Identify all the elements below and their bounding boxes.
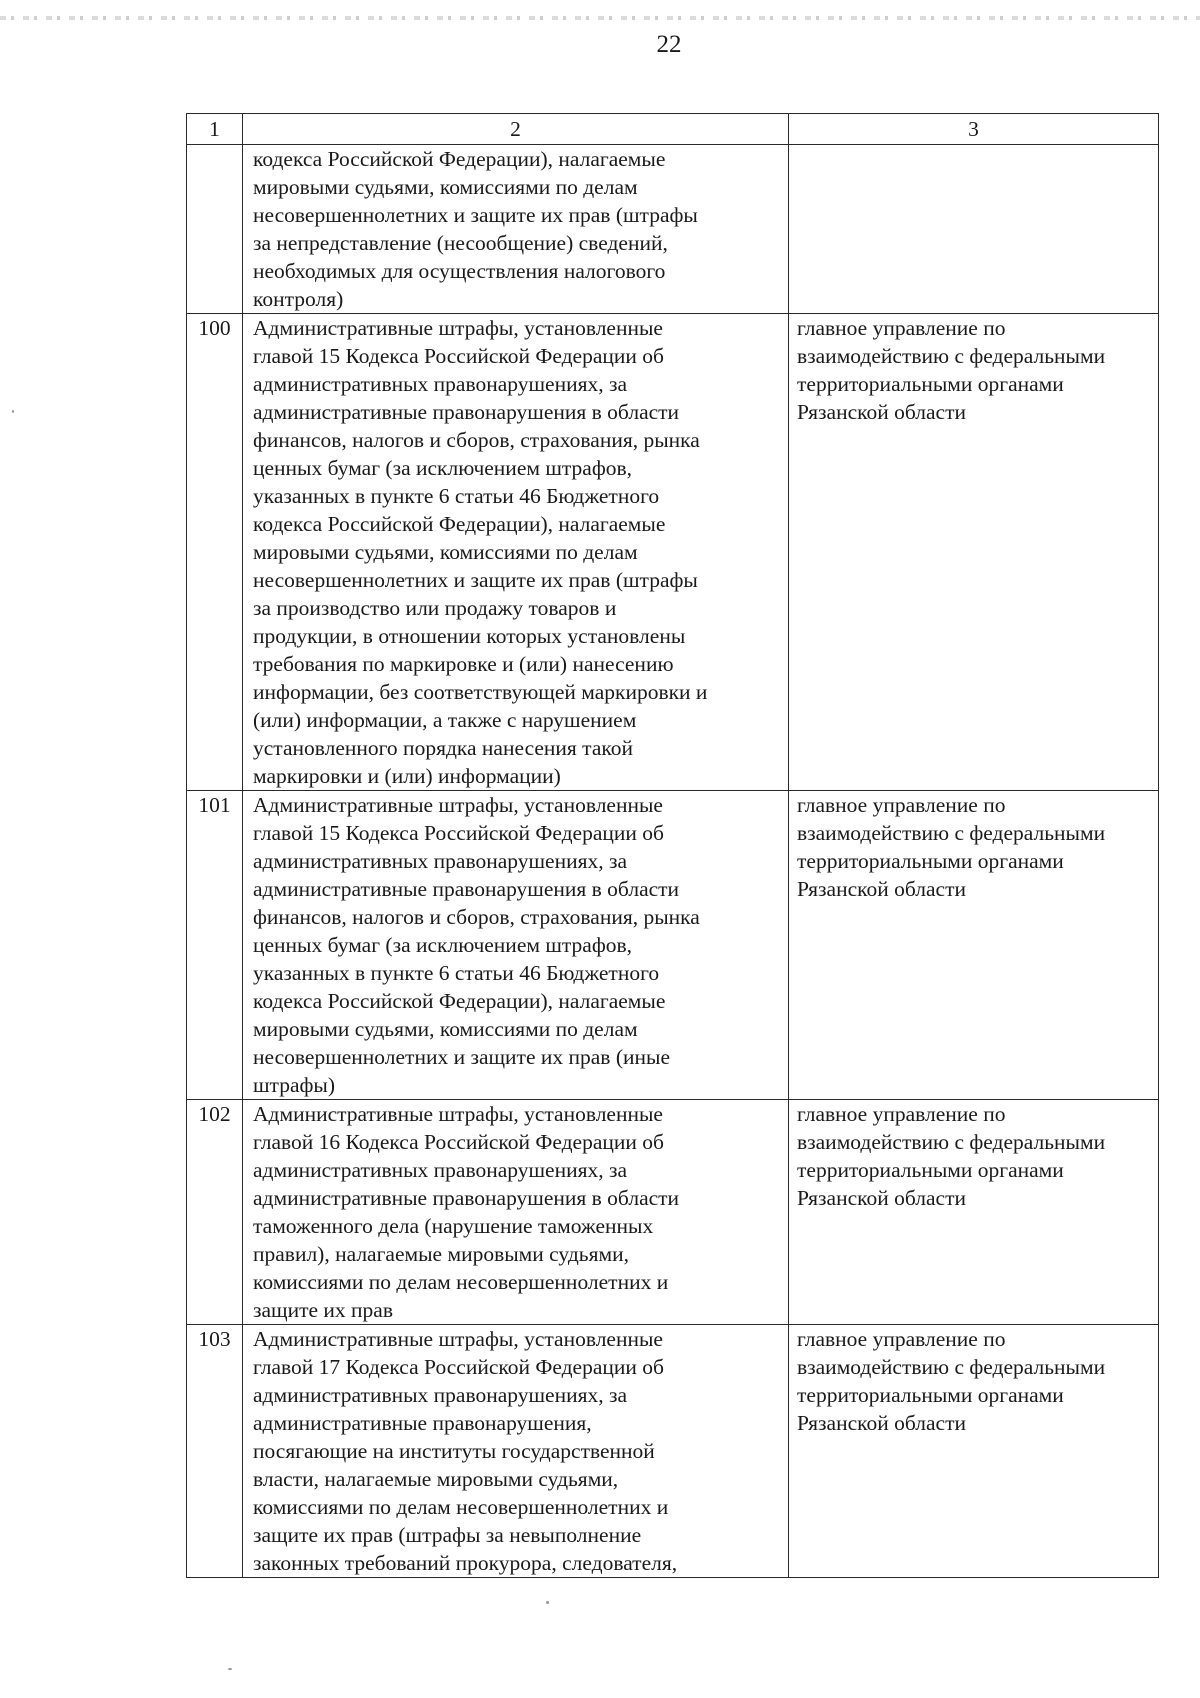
authority-line: Рязанской области (797, 1186, 966, 1210)
fine-description (243, 314, 789, 791)
fines-table (186, 113, 1159, 1578)
fine-description (243, 791, 789, 1100)
description-line: несовершеннолетних и защите их прав (иные (253, 1045, 670, 1069)
description-line: главой 15 Кодекса Российской Федерации об (253, 821, 664, 845)
authority-line: главное управление по (797, 316, 1006, 340)
authority-line: взаимодействию с федеральными (797, 821, 1106, 845)
table-row (187, 791, 1159, 1100)
fine-description (243, 1325, 789, 1578)
authority-line: Рязанской области (797, 400, 966, 424)
header-col-1: 1 (187, 114, 243, 145)
description-line: указанных в пункте 6 статьи 46 Бюджетного (253, 484, 660, 508)
row-number: 100 (187, 314, 243, 791)
authority-line: Рязанской области (797, 877, 966, 901)
description-line: правил), налагаемые мировыми судьями, (253, 1242, 629, 1266)
table-header-row (187, 114, 1159, 145)
description-line: главой 16 Кодекса Российской Федерации об (253, 1130, 664, 1154)
description-line: Административные штрафы, установленные (253, 1102, 663, 1126)
administrator-authority (789, 314, 1159, 791)
description-line: мировыми судьями, комиссиями по делам (253, 175, 638, 199)
description-line: установленного порядка нанесения такой (253, 736, 633, 760)
description-line: контроля) (253, 287, 344, 311)
description-line: главой 15 Кодекса Российской Федерации об (253, 344, 664, 368)
description-line: административных правонарушениях, за (253, 1383, 628, 1407)
description-line: административные правонарушения в области (253, 400, 680, 424)
description-line: административных правонарушениях, за (253, 1158, 628, 1182)
description-line: комиссиями по делам несовершеннолетних и (253, 1270, 669, 1294)
description-line: мировыми судьями, комиссиями по делам (253, 1017, 638, 1041)
administrator-authority (789, 1325, 1159, 1578)
description-line: Административные штрафы, установленные (253, 793, 663, 817)
description-line: финансов, налогов и сборов, страхования, рынка (253, 905, 700, 929)
scan-top-edge (0, 16, 1200, 20)
authority-line: главное управление по (797, 1327, 1006, 1351)
authority-line: территориальными органами (797, 372, 1064, 396)
description-line: за производство или продажу товаров и (253, 596, 617, 620)
administrator-authority (789, 791, 1159, 1100)
description-line: ценных бумаг (за исключением штрафов, (253, 456, 633, 480)
authority-line: взаимодействию с федеральными (797, 344, 1106, 368)
header-col-3: 3 (789, 114, 1159, 145)
description-line: кодекса Российской Федерации), налагаемые (253, 512, 666, 536)
authority-line: главное управление по (797, 793, 1006, 817)
description-line: продукции, в отношении которых установлены (253, 624, 686, 648)
description-line: защите их прав (штрафы за невыполнение (253, 1523, 642, 1547)
authority-line: территориальными органами (797, 1383, 1064, 1407)
page-number: 22 (656, 31, 682, 58)
authority-line: территориальными органами (797, 1158, 1064, 1182)
description-line: посягающие на институты государственной (253, 1439, 655, 1463)
description-line: административные правонарушения в области (253, 1186, 680, 1210)
row-number: 101 (187, 791, 243, 1100)
description-line: (или) информации, а также с нарушением (253, 708, 637, 732)
row-number: 103 (187, 1325, 243, 1578)
description-line: Административные штрафы, установленные (253, 1327, 663, 1351)
description-line: мировыми судьями, комиссиями по делам (253, 540, 638, 564)
authority-line: Рязанской области (797, 1411, 966, 1435)
table-row (187, 1325, 1159, 1578)
fine-description (243, 1100, 789, 1325)
description-line: необходимых для осуществления налогового (253, 259, 666, 283)
description-line: ценных бумаг (за исключением штрафов, (253, 933, 633, 957)
scan-speck (228, 1668, 232, 1670)
scan-speck (546, 1601, 549, 1604)
description-line: Административные штрафы, установленные (253, 316, 663, 340)
authority-line: взаимодействию с федеральными (797, 1355, 1106, 1379)
description-line: защите их прав (253, 1298, 393, 1322)
description-line: главой 17 Кодекса Российской Федерации об (253, 1355, 664, 1379)
table-row (187, 145, 1159, 314)
authority-line: территориальными органами (797, 849, 1064, 873)
description-line: несовершеннолетних и защите их прав (штрафы (253, 568, 698, 592)
table-row (187, 314, 1159, 791)
table-row (187, 1100, 1159, 1325)
description-line: указанных в пункте 6 статьи 46 Бюджетного (253, 961, 660, 985)
description-line: за непредставление (несообщение) сведений, (253, 231, 668, 255)
description-line: административные правонарушения в области (253, 877, 680, 901)
description-line: законных требований прокурора, следователя, (253, 1551, 678, 1575)
row-number: 102 (187, 1100, 243, 1325)
description-line: таможенного дела (нарушение таможенных (253, 1214, 654, 1238)
administrator-authority (789, 145, 1159, 314)
description-line: финансов, налогов и сборов, страхования, рынка (253, 428, 700, 452)
description-line: информации, без соответствующей маркировки и (253, 680, 708, 704)
row-number (187, 145, 243, 314)
description-line: кодекса Российской Федерации), налагаемые (253, 147, 666, 171)
description-line: власти, налагаемые мировыми судьями, (253, 1467, 619, 1491)
authority-line: главное управление по (797, 1102, 1006, 1126)
description-line: административных правонарушениях, за (253, 372, 628, 396)
description-line: штрафы) (253, 1073, 336, 1097)
scan-speck (12, 410, 14, 413)
fine-description (243, 145, 789, 314)
description-line: административных правонарушениях, за (253, 849, 628, 873)
authority-line: взаимодействию с федеральными (797, 1130, 1106, 1154)
description-line: требования по маркировке и (или) нанесению (253, 652, 674, 676)
header-col-2: 2 (243, 114, 789, 145)
description-line: кодекса Российской Федерации), налагаемые (253, 989, 666, 1013)
description-line: административные правонарушения, (253, 1411, 592, 1435)
description-line: несовершеннолетних и защите их прав (штрафы (253, 203, 698, 227)
administrator-authority (789, 1100, 1159, 1325)
description-line: маркировки и (или) информации) (253, 764, 561, 788)
description-line: комиссиями по делам несовершеннолетних и (253, 1495, 669, 1519)
